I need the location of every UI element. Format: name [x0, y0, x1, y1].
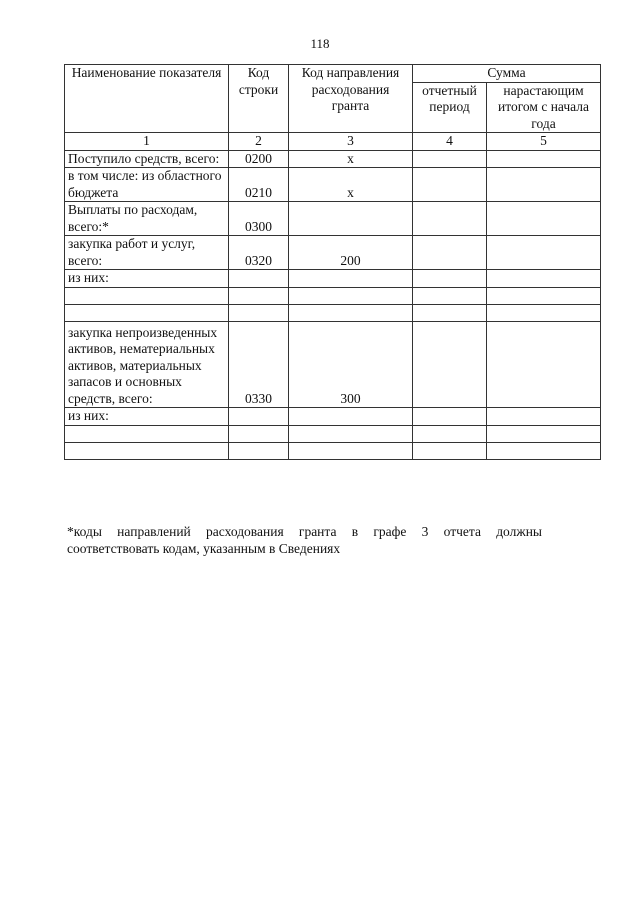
- row-line-code: [229, 270, 289, 288]
- row-reporting: [413, 408, 487, 426]
- row-direction-code: x: [289, 150, 413, 168]
- row-direction-code: [289, 287, 413, 304]
- row-cumulative: [487, 304, 601, 321]
- row-cumulative: [487, 442, 601, 459]
- column-number: 5: [487, 133, 601, 151]
- header-cumulative: нарастающим итогом с начала года: [487, 82, 601, 133]
- footnote: *коды направлений расходования гранта в графе 3 отчета должны соответствовать кодам, указанным в Сведениях: [67, 524, 542, 556]
- row-name: из них:: [65, 408, 229, 426]
- row-line-code: 0210: [229, 168, 289, 202]
- row-name: из них:: [65, 270, 229, 288]
- row-cumulative: [487, 270, 601, 288]
- row-direction-code: [289, 304, 413, 321]
- table-row: [65, 236, 601, 270]
- row-cumulative: [487, 150, 601, 168]
- row-line-code: [229, 304, 289, 321]
- row-name: [65, 304, 229, 321]
- row-reporting: [413, 287, 487, 304]
- row-direction-code: x: [289, 168, 413, 202]
- row-line-code: [229, 287, 289, 304]
- page-number: 118: [310, 36, 330, 51]
- row-line-code: [229, 425, 289, 442]
- row-cumulative: [487, 425, 601, 442]
- row-direction-code: [289, 425, 413, 442]
- row-cumulative: [487, 408, 601, 426]
- header-row: [65, 65, 601, 83]
- column-number: 1: [65, 133, 229, 151]
- table-row: [65, 150, 601, 168]
- table-row: [65, 321, 601, 408]
- column-number-row: [65, 133, 601, 151]
- row-cumulative: [487, 321, 601, 408]
- row-name: закупка непроизведенных активов, нематериальных активов, материальных запасов и основных средств, всего:: [65, 321, 229, 408]
- header-line-code: Код строки: [229, 65, 289, 133]
- column-number: 4: [413, 133, 487, 151]
- row-reporting: [413, 150, 487, 168]
- column-number: 3: [289, 133, 413, 151]
- table-row-empty: [65, 304, 601, 321]
- row-reporting: [413, 304, 487, 321]
- row-name: [65, 425, 229, 442]
- row-direction-code: [289, 442, 413, 459]
- table-row-empty: [65, 425, 601, 442]
- row-line-code: [229, 408, 289, 426]
- row-name: Поступило средств, всего:: [65, 150, 229, 168]
- header-reporting-period: отчетный период: [413, 82, 487, 133]
- header-direction-code: Код направления расходования гранта: [289, 65, 413, 133]
- row-cumulative: [487, 202, 601, 236]
- row-reporting: [413, 202, 487, 236]
- row-line-code: [229, 442, 289, 459]
- row-name: в том числе: из областного бюджета: [65, 168, 229, 202]
- table-row: [65, 270, 601, 288]
- row-name: закупка работ и услуг, всего:: [65, 236, 229, 270]
- table-row-empty: [65, 287, 601, 304]
- row-cumulative: [487, 168, 601, 202]
- table-row: [65, 408, 601, 426]
- row-cumulative: [487, 287, 601, 304]
- row-reporting: [413, 442, 487, 459]
- row-direction-code: 200: [289, 236, 413, 270]
- row-name: Выплаты по расходам, всего:*: [65, 202, 229, 236]
- column-number: 2: [229, 133, 289, 151]
- row-line-code: 0200: [229, 150, 289, 168]
- row-direction-code: [289, 270, 413, 288]
- row-line-code: 0330: [229, 321, 289, 408]
- row-direction-code: 300: [289, 321, 413, 408]
- row-line-code: 0320: [229, 236, 289, 270]
- row-reporting: [413, 236, 487, 270]
- table-row: [65, 168, 601, 202]
- row-reporting: [413, 425, 487, 442]
- header-name: Наименование показателя: [65, 65, 229, 133]
- row-direction-code: [289, 408, 413, 426]
- row-name: [65, 442, 229, 459]
- row-reporting: [413, 168, 487, 202]
- grant-report-table: [64, 64, 601, 460]
- row-name: [65, 287, 229, 304]
- table-row: [65, 202, 601, 236]
- row-reporting: [413, 321, 487, 408]
- table-row-empty: [65, 442, 601, 459]
- row-cumulative: [487, 236, 601, 270]
- row-line-code: 0300: [229, 202, 289, 236]
- header-sum: Сумма: [413, 65, 601, 83]
- row-reporting: [413, 270, 487, 288]
- row-direction-code: [289, 202, 413, 236]
